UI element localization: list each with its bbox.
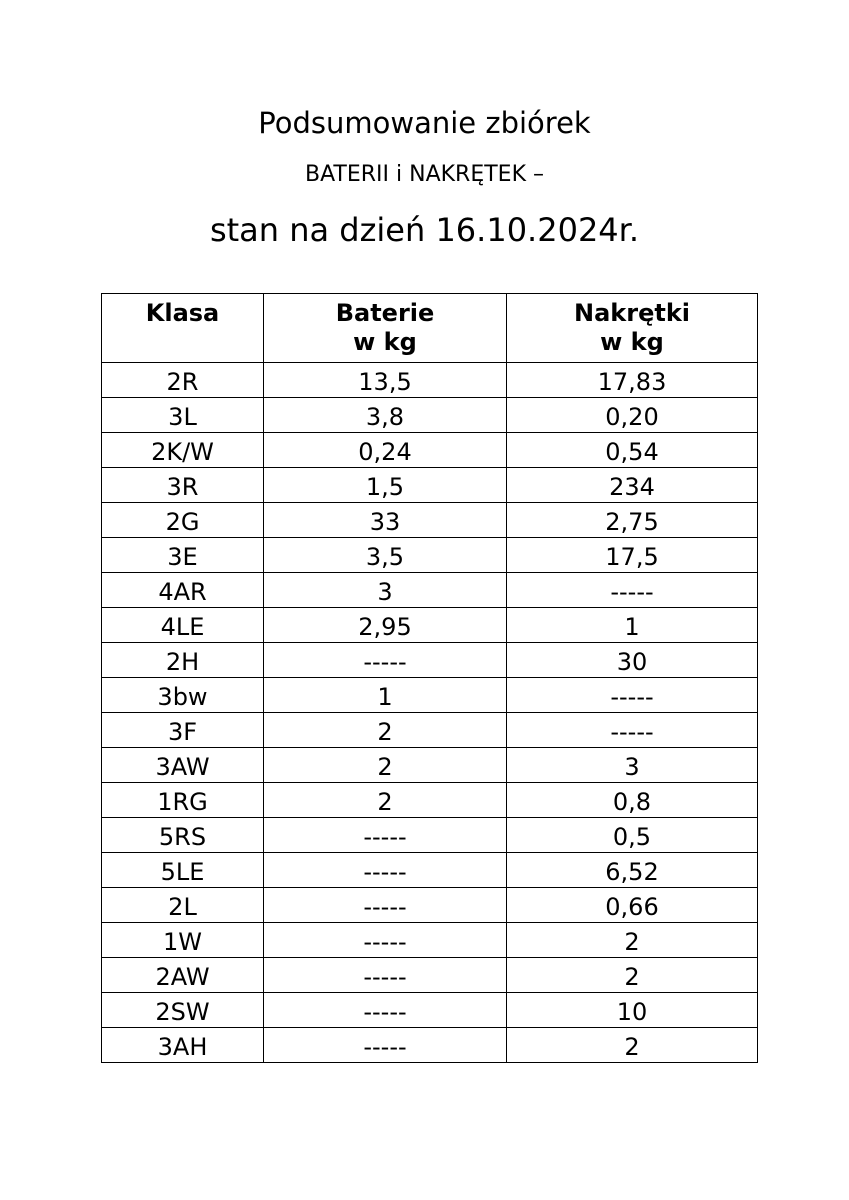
cell-klasa: 3AW [102, 748, 264, 783]
table-row [102, 748, 758, 783]
cell-nakretki: 2 [507, 1028, 758, 1063]
cell-nakretki: 0,8 [507, 783, 758, 818]
cell-klasa: 2SW [102, 993, 264, 1028]
cell-klasa: 3R [102, 468, 264, 503]
cell-klasa: 2L [102, 888, 264, 923]
cell-nakretki: 3 [507, 748, 758, 783]
cell-nakretki: 0,54 [507, 433, 758, 468]
cell-baterie: ----- [264, 923, 507, 958]
table-row [102, 363, 758, 398]
table-row [102, 958, 758, 993]
cell-baterie: 13,5 [264, 363, 507, 398]
cell-baterie: 3,8 [264, 398, 507, 433]
cell-baterie: ----- [264, 818, 507, 853]
cell-baterie: 1,5 [264, 468, 507, 503]
table-body [102, 363, 758, 1063]
cell-nakretki: 0,5 [507, 818, 758, 853]
table-row [102, 818, 758, 853]
table-row [102, 433, 758, 468]
cell-klasa: 2AW [102, 958, 264, 993]
cell-baterie: ----- [264, 958, 507, 993]
header-klasa-label: Klasa [145, 299, 220, 327]
table-row [102, 678, 758, 713]
header-nakretki [507, 294, 758, 363]
cell-klasa: 5LE [102, 853, 264, 888]
cell-baterie: 2 [264, 713, 507, 748]
cell-baterie: 33 [264, 503, 507, 538]
cell-nakretki: 17,5 [507, 538, 758, 573]
cell-nakretki: 2 [507, 923, 758, 958]
cell-nakretki: 0,20 [507, 398, 758, 433]
cell-klasa: 1W [102, 923, 264, 958]
header-klasa [102, 294, 264, 363]
cell-baterie: 0,24 [264, 433, 507, 468]
cell-baterie: ----- [264, 993, 507, 1028]
summary-table [101, 293, 758, 1063]
cell-nakretki: 17,83 [507, 363, 758, 398]
cell-nakretki: 234 [507, 468, 758, 503]
cell-nakretki: 0,66 [507, 888, 758, 923]
cell-baterie: 1 [264, 678, 507, 713]
cell-baterie: 3 [264, 573, 507, 608]
cell-klasa: 4AR [102, 573, 264, 608]
page-title: Podsumowanie zbiórek [258, 106, 591, 140]
header-row [102, 294, 758, 363]
cell-klasa: 1RG [102, 783, 264, 818]
cell-klasa: 2H [102, 643, 264, 678]
cell-baterie: ----- [264, 853, 507, 888]
cell-klasa: 2R [102, 363, 264, 398]
cell-baterie: 2 [264, 783, 507, 818]
table-row [102, 1028, 758, 1063]
cell-nakretki: 2 [507, 958, 758, 993]
cell-klasa: 5RS [102, 818, 264, 853]
cell-nakretki: ----- [507, 573, 758, 608]
header-nakretki-label: Nakrętki [573, 299, 690, 327]
table-row [102, 643, 758, 678]
cell-klasa: 2G [102, 503, 264, 538]
table-row [102, 503, 758, 538]
header-baterie-label: Baterie [335, 299, 435, 327]
cell-nakretki: 30 [507, 643, 758, 678]
cell-baterie: ----- [264, 643, 507, 678]
table-row [102, 468, 758, 503]
cell-nakretki: 10 [507, 993, 758, 1028]
cell-klasa: 3F [102, 713, 264, 748]
table-row [102, 538, 758, 573]
table-row [102, 853, 758, 888]
table-row [102, 888, 758, 923]
table-row [102, 573, 758, 608]
header-nakretki-unit: w kg [600, 328, 664, 356]
cell-baterie: ----- [264, 888, 507, 923]
page-subtitle: BATERII i NAKRĘTEK – [304, 162, 544, 187]
table-row [102, 783, 758, 818]
cell-klasa: 3E [102, 538, 264, 573]
cell-klasa: 3L [102, 398, 264, 433]
table-row [102, 398, 758, 433]
cell-klasa: 4LE [102, 608, 264, 643]
table-row [102, 993, 758, 1028]
cell-nakretki: ----- [507, 678, 758, 713]
table-row [102, 923, 758, 958]
cell-baterie: ----- [264, 1028, 507, 1063]
cell-nakretki: 2,75 [507, 503, 758, 538]
cell-nakretki: ----- [507, 713, 758, 748]
cell-baterie: 3,5 [264, 538, 507, 573]
table-row [102, 608, 758, 643]
table-row [102, 713, 758, 748]
cell-baterie: 2 [264, 748, 507, 783]
cell-baterie: 2,95 [264, 608, 507, 643]
status-date: stan na dzień 16.10.2024r. [209, 211, 640, 249]
cell-klasa: 3AH [102, 1028, 264, 1063]
header-baterie [264, 294, 507, 363]
cell-nakretki: 6,52 [507, 853, 758, 888]
table-header [102, 294, 758, 363]
cell-klasa: 3bw [102, 678, 264, 713]
cell-klasa: 2K/W [102, 433, 264, 468]
cell-nakretki: 1 [507, 608, 758, 643]
header-baterie-unit: w kg [353, 328, 417, 356]
